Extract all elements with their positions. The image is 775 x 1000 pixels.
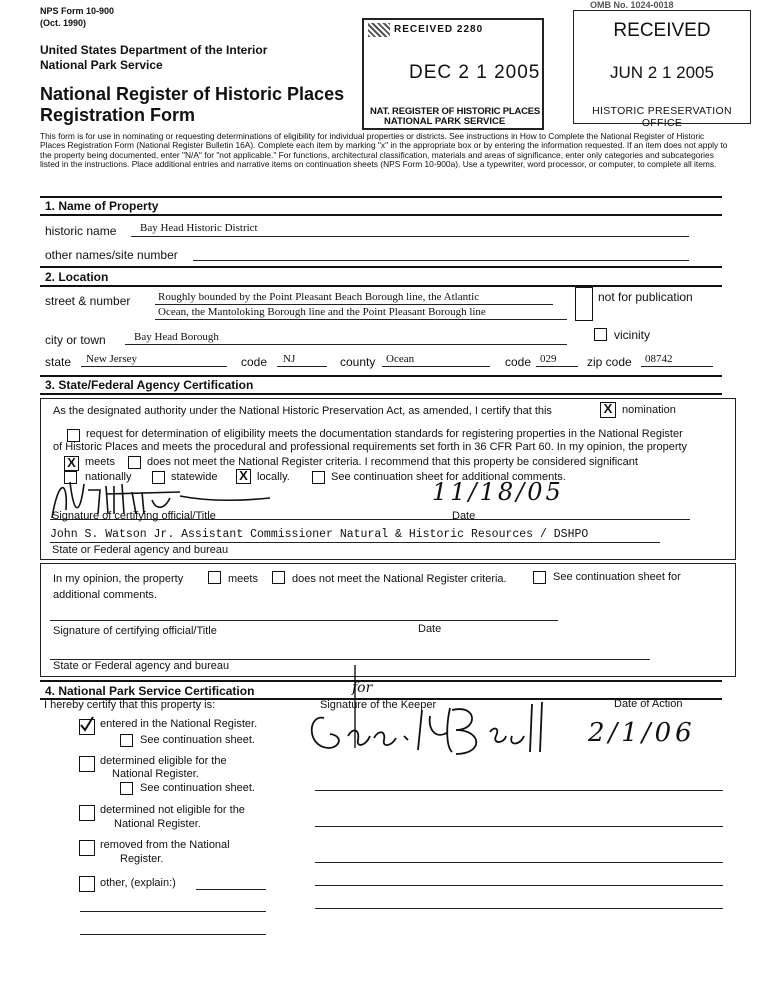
- nomination-checkbox[interactable]: X: [600, 402, 616, 418]
- department-name: United States Department of the Interior: [40, 43, 268, 57]
- does-not-meet-label: does not meet the National Register criteria. I recommend that this property be considered significant: [147, 456, 638, 468]
- section2-bottom-rule: [40, 285, 722, 287]
- not-for-publication-label: not for publication: [598, 290, 693, 304]
- agency-label: State or Federal agency and bureau: [52, 544, 229, 556]
- opinion-see-label: See continuation sheet for: [553, 571, 681, 583]
- entered-label: entered in the National Register.: [100, 718, 258, 730]
- stamp-ink-smudge: [368, 23, 390, 37]
- state-underline: [81, 366, 227, 367]
- locally-label: locally.: [257, 471, 290, 483]
- meets-label: meets: [85, 456, 115, 468]
- additional-comments-label: additional comments.: [53, 589, 157, 601]
- street-underline1: [155, 304, 553, 305]
- other-names-label: other names/site number: [45, 248, 178, 262]
- nps-stamp-date: DEC 2 1 2005: [409, 62, 541, 83]
- section2-top-rule: [40, 266, 722, 268]
- determined-eligible-label1: determined eligible for the: [100, 755, 227, 767]
- county-code-value[interactable]: 029: [540, 353, 557, 365]
- signature-label-2: Signature of certifying official/Title: [53, 625, 217, 637]
- form-title-line1: National Register of Historic Places: [40, 84, 345, 104]
- opinion-text: In my opinion, the property: [53, 573, 184, 585]
- determined-not-label2: National Register.: [114, 818, 201, 830]
- signature-label: Signature of certifying official/Title: [52, 510, 216, 522]
- see-continuation-checkbox[interactable]: [312, 471, 325, 484]
- vicinity-label: vicinity: [614, 328, 651, 342]
- nationally-label: nationally: [85, 471, 132, 483]
- not-eligible-line: [315, 826, 723, 827]
- request-text-line1: request for determination of eligibility meets the documentation standards for registering properties in the National Register: [86, 428, 683, 440]
- does-not-meet-checkbox[interactable]: [128, 456, 141, 469]
- state-code-value[interactable]: NJ: [283, 353, 296, 365]
- form-date: (Oct. 1990): [40, 18, 87, 28]
- form-number: NPS Form 10-900: [40, 6, 115, 16]
- removed-label1: removed from the National: [100, 839, 230, 851]
- opinion-not-label: does not meet the National Register criteria.: [292, 573, 507, 585]
- other-names-underline: [193, 260, 689, 261]
- zip-label: zip code: [587, 355, 632, 369]
- not-for-publication-checkbox[interactable]: [575, 287, 593, 321]
- signed-date: 11/18/05: [432, 478, 564, 506]
- hpo-stamp-date: JUN 2 1 2005: [610, 63, 714, 82]
- historic-name-label: historic name: [45, 224, 117, 238]
- locally-checkbox[interactable]: X: [236, 469, 251, 484]
- date-label-2: Date: [418, 623, 442, 635]
- determined-not-label1: determined not eligible for the: [100, 804, 245, 816]
- agency-name: National Park Service: [40, 58, 163, 72]
- hpo-stamp-top: RECEIVED: [613, 20, 711, 41]
- check-mark-icon: [78, 716, 94, 732]
- other-explain-line: [196, 889, 266, 890]
- vicinity-checkbox[interactable]: [594, 328, 607, 341]
- historic-name-underline: [131, 236, 689, 237]
- determined-eligible-label2: National Register.: [112, 768, 199, 780]
- entered-checkbox[interactable]: [79, 719, 95, 735]
- determined-not-checkbox[interactable]: [79, 805, 95, 821]
- nps-stamp-bottom1: NAT. REGISTER OF HISTORIC PLACES: [370, 106, 541, 117]
- section3-heading: 3. State/Federal Agency Certification: [45, 378, 254, 392]
- agency-label-2: State or Federal agency and bureau: [53, 660, 230, 672]
- hpo-received-stamp: [573, 10, 751, 129]
- request-text-line2: of Historic Places and meets the procedural and professional requirements set forth in 36 CFR Part 60. In my opinion, the property: [53, 441, 688, 453]
- other-line-2: [80, 911, 266, 912]
- certify-text: I hereby certify that this property is:: [44, 699, 216, 711]
- opinion-meets-checkbox[interactable]: [208, 571, 221, 584]
- other-checkbox[interactable]: [79, 876, 95, 892]
- county-value[interactable]: Ocean: [386, 353, 415, 365]
- section2-heading: 2. Location: [45, 270, 109, 284]
- street-label: street & number: [45, 294, 131, 308]
- hpo-stamp-bottom: HISTORIC PRESERVATION OFFICE: [592, 105, 732, 129]
- see-continuation-label: See continuation sheet for additional comments.: [331, 471, 566, 483]
- county-label: county: [340, 355, 376, 369]
- signature-line-2: [50, 620, 558, 621]
- date-of-action-label: Date of Action: [614, 698, 683, 710]
- state-value[interactable]: New Jersey: [86, 353, 138, 365]
- entered-continuation-checkbox[interactable]: [120, 734, 133, 747]
- section1-bottom-rule: [40, 214, 722, 216]
- statewide-label: statewide: [171, 471, 218, 483]
- historic-name-value[interactable]: Bay Head Historic District: [140, 222, 258, 234]
- city-underline: [125, 344, 567, 345]
- nomination-label: nomination: [622, 404, 676, 416]
- instructions-text: This form is for use in nominating or requesting determinations of eligibility for individual properties or districts. See instructions in How to Complete the National Register of Historic Places Registration Form (National Register Bulletin 16A). Complete each item by marking "x" in the appropriate box or by entering the information requested. If an item does not apply to the property being documented, enter "N/A" for "not applicable." For functions, architectural classification, materials and areas of significance, enter only categories and subcategories listed in the instructions. Place additional entries and narrative items on continuation sheets (NPS Form 10-900a). Use a typewriter, word processor, or computer, to complete all items.: [40, 131, 728, 170]
- eligible-continuation-checkbox[interactable]: [120, 782, 133, 795]
- date-label: Date: [452, 510, 476, 522]
- opinion-meets-label: meets: [228, 573, 258, 585]
- keeper-for-note: for: [352, 680, 373, 696]
- keeper-signature: [300, 696, 560, 766]
- nps-stamp-bottom2: NATIONAL PARK SERVICE: [384, 116, 506, 127]
- keeper-label: Signature of the Keeper: [320, 699, 437, 711]
- official-name: John S. Watson Jr. Assistant Commissioner Natural & Historic Resources / DSHPO: [50, 528, 589, 541]
- official-underline: [50, 542, 660, 543]
- determined-eligible-checkbox[interactable]: [79, 756, 95, 772]
- meets-checkbox[interactable]: X: [64, 456, 79, 471]
- zip-value[interactable]: 08742: [645, 353, 673, 365]
- other-line-right-2: [315, 908, 723, 909]
- section4-heading: 4. National Park Service Certification: [45, 684, 255, 698]
- removed-checkbox[interactable]: [79, 840, 95, 856]
- eligible-continuation-label: See continuation sheet.: [140, 782, 255, 794]
- street-value-line1[interactable]: Roughly bounded by the Point Pleasant Beach Borough line, the Atlantic: [158, 291, 480, 303]
- county-code-label: code: [505, 355, 532, 369]
- section1-top-rule: [40, 196, 722, 198]
- city-value[interactable]: Bay Head Borough: [134, 331, 219, 343]
- state-code-label: code: [241, 355, 268, 369]
- state-label: state: [45, 355, 72, 369]
- section3-top-rule: [40, 375, 722, 377]
- action-date: 2/1/06: [588, 718, 696, 748]
- authority-text: As the designated authority under the National Historic Preservation Act, as amended, I certify that this: [53, 405, 552, 417]
- entered-continuation-label: See continuation sheet.: [140, 734, 255, 746]
- removed-label2: Register.: [120, 853, 164, 865]
- nps-stamp-top: RECEIVED 2280: [394, 24, 484, 35]
- zip-underline: [641, 366, 713, 367]
- section1-heading: 1. Name of Property: [45, 199, 159, 213]
- city-label: city or town: [45, 333, 106, 347]
- county-underline: [382, 366, 490, 367]
- removed-line: [315, 862, 723, 863]
- eligible-line: [315, 790, 723, 791]
- opinion-see-checkbox[interactable]: [533, 571, 546, 584]
- state-code-underline: [277, 366, 327, 367]
- section3-bottom-rule: [40, 393, 722, 395]
- form-title-line2: Registration Form: [40, 105, 196, 125]
- street-value-line2[interactable]: Ocean, the Mantoloking Borough line and the Point Pleasant Borough line: [158, 306, 486, 318]
- nps-received-stamp: [362, 18, 544, 130]
- opinion-not-checkbox[interactable]: [272, 571, 285, 584]
- other-label: other, (explain:): [100, 877, 176, 889]
- other-line-right: [315, 885, 723, 886]
- county-code-underline: [536, 366, 578, 367]
- street-underline2: [155, 319, 567, 320]
- other-line-3: [80, 934, 266, 935]
- omb-number: OMB No. 1024-0018: [590, 0, 674, 10]
